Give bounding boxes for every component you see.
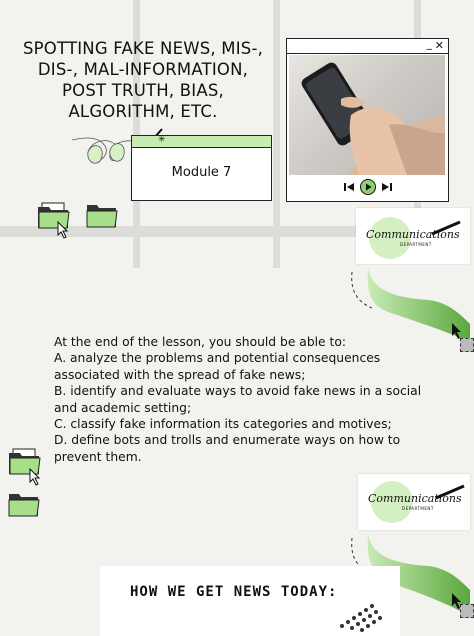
selection-handle: [460, 604, 474, 618]
cursor-icon: [28, 468, 42, 486]
objective-item: A. analyze the problems and potential consequences associated with the spread of fake news;: [54, 351, 381, 382]
module-card-titlebar: [132, 136, 271, 148]
logo-subtitle: DEPARTMENT: [400, 242, 432, 247]
module-label: Module 7: [171, 165, 232, 180]
objective-item: D. define bots and trolls and enumerate ways on how to prevent them.: [54, 433, 401, 464]
title-line: POST TRUTH, BIAS,: [62, 81, 224, 100]
title-line: ALGORITHM, ETC.: [68, 102, 218, 121]
department-logo: [358, 474, 470, 530]
previous-icon[interactable]: [343, 181, 355, 193]
logo-script: Communications: [366, 228, 460, 241]
next-slide-heading: HOW WE GET NEWS TODAY:: [130, 584, 338, 600]
title-line: SPOTTING FAKE NEWS, MIS-,: [22, 39, 264, 58]
department-logo: [356, 208, 470, 264]
crowd-illustration: [332, 596, 388, 636]
close-button[interactable]: ✕: [434, 39, 444, 52]
selection-handle: [460, 338, 474, 352]
minimize-button[interactable]: _: [426, 37, 432, 50]
logo-script: Communications: [368, 492, 462, 505]
media-controls: [287, 179, 448, 197]
folder-icon: [86, 203, 118, 229]
objective-item: C. classify fake information its categories and motives;: [54, 417, 392, 432]
media-window-titlebar: [287, 39, 448, 54]
next-slide-preview: [100, 566, 400, 636]
objective-item: B. identify and evaluate ways to avoid fake news in a social and academic setting;: [54, 384, 422, 415]
media-window: [286, 38, 449, 202]
play-icon[interactable]: [360, 179, 376, 195]
smartphone-photo: [289, 55, 445, 175]
slide-title: [12, 38, 274, 122]
title-line: DIS-, MAL-INFORMATION,: [37, 60, 249, 79]
sparkle-icon: ✳: [158, 135, 166, 145]
logo-subtitle: DEPARTMENT: [402, 506, 434, 511]
module-card: [131, 135, 272, 201]
cursor-icon: [56, 221, 70, 239]
folder-icon: [8, 492, 40, 518]
objectives-intro: At the end of the lesson, you should be able to:: [54, 335, 347, 349]
next-icon[interactable]: [381, 181, 393, 193]
learning-objectives: [54, 334, 444, 465]
